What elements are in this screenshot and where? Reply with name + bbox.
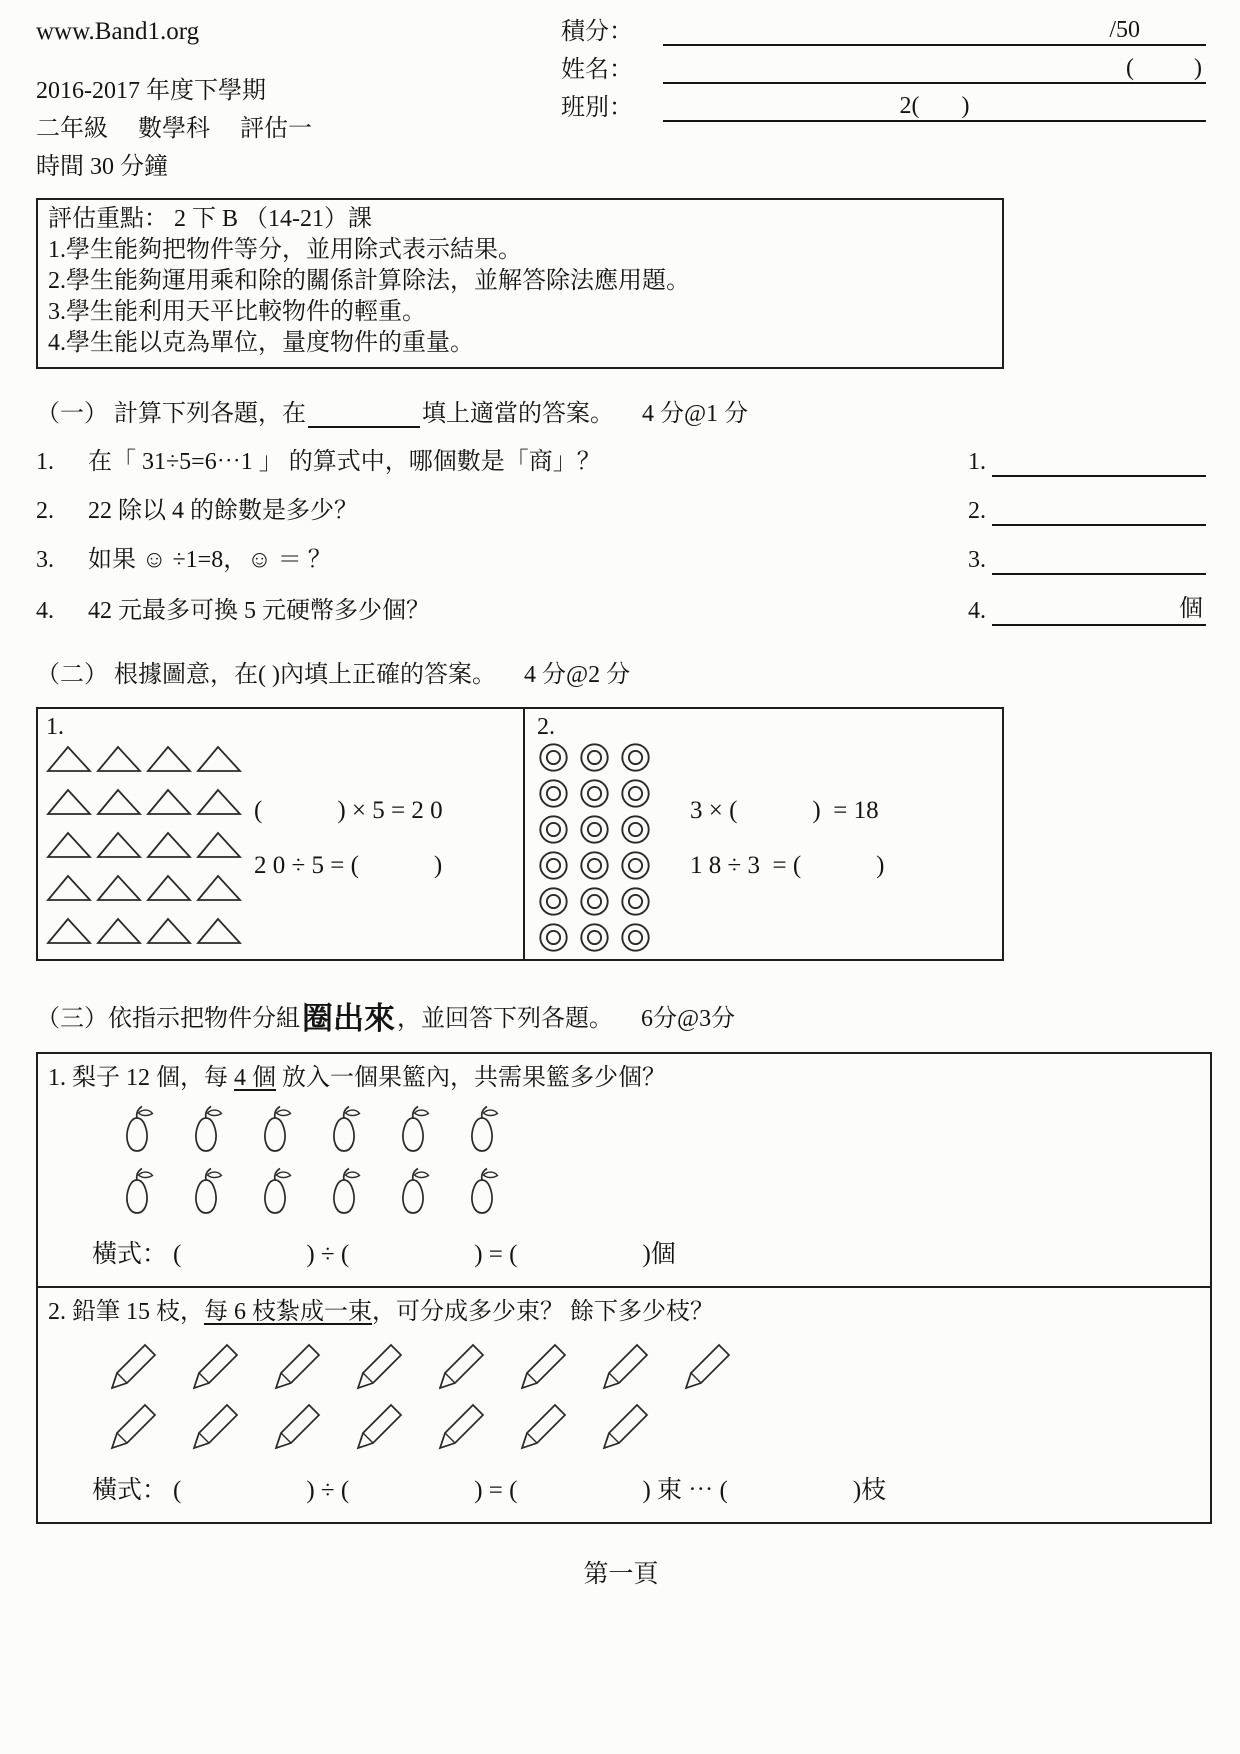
question-text: 如果 ☺ ÷1=8，☺ ＝ ？ (88, 547, 332, 573)
answer-number: 3. (968, 547, 986, 573)
double-circle-icon (578, 849, 611, 882)
pear-icon (461, 1166, 503, 1218)
triangle-icon (46, 873, 92, 903)
section2-heading (36, 654, 1206, 689)
equation-multiply[interactable]: 3 × ( ) = 18 (690, 797, 879, 824)
triangle-icon (46, 787, 92, 817)
pencil-icon (188, 1336, 246, 1394)
double-circle-icon (578, 921, 611, 954)
double-circle-icon (619, 741, 652, 774)
answer-blank[interactable] (992, 500, 1206, 526)
focus-point: 2.學生能夠運用乘和除的關係計算除法，並解答除法應用題。 (48, 268, 690, 294)
panel-body (537, 741, 994, 954)
section1-heading (36, 393, 1206, 428)
pear-icon (323, 1166, 365, 1218)
focus-point: 4.學生能以克為單位，量度物件的重量。 (48, 330, 474, 356)
pencil-icon (680, 1336, 738, 1394)
focus-point: 1.學生能夠把物件等分，並用除式表示結果。 (48, 237, 522, 263)
section3-marks: 6分@3分 (641, 1006, 736, 1032)
class-label: 班別： (561, 95, 633, 121)
problem-text-pre: 1. 梨子 12 個，每 (48, 1065, 234, 1091)
pencil-icon (352, 1396, 410, 1454)
triangle-icon (146, 787, 192, 817)
pear-icon (392, 1104, 434, 1156)
double-circle-icon (537, 885, 570, 918)
double-circle-icon (619, 813, 652, 846)
pear-icon (254, 1166, 296, 1218)
pear-icon (323, 1104, 365, 1156)
name-row (561, 46, 1206, 84)
triangle-icon (96, 916, 142, 946)
answer-suffix: 個 (1176, 594, 1206, 626)
problem-2-text (48, 1296, 1198, 1328)
pear-icon (185, 1104, 227, 1156)
pear-icon (116, 1104, 158, 1156)
triangle-icon (196, 787, 242, 817)
double-circle-icon (537, 741, 570, 774)
pencil-icon (106, 1336, 164, 1394)
pear-icon (254, 1104, 296, 1156)
problem-text-underlined: 4 個 (234, 1065, 276, 1091)
double-circle-icon (537, 813, 570, 846)
pencil-icon (270, 1396, 328, 1454)
triangle-icon (46, 744, 92, 774)
pencil-icon (106, 1396, 164, 1454)
problem-1-text (48, 1062, 1198, 1094)
header-left (36, 72, 561, 186)
triangle-icon (96, 830, 142, 860)
equations (254, 797, 443, 946)
pencil-grid (106, 1336, 776, 1454)
section1-marks: 4 分@1 分 (642, 401, 749, 427)
pencil-icon (188, 1396, 246, 1454)
section2-heading-text: （二） 根據圖意，在( )內填上正確的答案。 (36, 662, 496, 688)
score-label: 積分： (561, 19, 633, 45)
question-row (36, 594, 1206, 626)
score-row (561, 8, 1206, 46)
problem-text-post: ，可分成多少束？ 餘下多少枝？ (372, 1299, 714, 1325)
pear-icon (461, 1104, 503, 1156)
panel-number: 2. (537, 714, 555, 740)
double-circle-icon (537, 777, 570, 810)
double-circle-icon (578, 777, 611, 810)
section3-heading-post: ，並回答下列各題。 (397, 1006, 613, 1032)
pencil-icon (352, 1336, 410, 1394)
header-right (561, 8, 1206, 186)
equation-divide[interactable]: 2 0 ÷ 5 = ( ) (254, 852, 443, 879)
equation-label: 橫式： (92, 1477, 168, 1504)
answer-area (968, 594, 1206, 626)
pear-icon (185, 1166, 227, 1218)
question-text: 在「 31÷5=6⋯1 」 的算式中，哪個數是「商」？ (88, 449, 601, 475)
pencil-icon (434, 1396, 492, 1454)
section3-problems-box (36, 1052, 1212, 1524)
problem-text-pre: 2. 鉛筆 15 枝， (48, 1299, 204, 1325)
problem-2 (38, 1288, 1210, 1522)
problem-text-post: 放入一個果籃內，共需果籃多少個？ (276, 1065, 666, 1091)
triangle-icon (46, 916, 92, 946)
pear-icon (116, 1166, 158, 1218)
problem-1 (38, 1054, 1210, 1288)
question-row (36, 496, 1206, 526)
section1-heading-blank (308, 403, 420, 428)
name-blank[interactable] (663, 46, 1206, 84)
answer-number: 2. (968, 498, 986, 524)
site-url: www.Band1.org (36, 18, 200, 45)
class-blank[interactable] (663, 84, 1206, 122)
double-circle-icon (537, 921, 570, 954)
horizontal-equation[interactable]: ( ) ÷ ( ) = ( ) 束 ⋯ ( )枝 (173, 1477, 887, 1504)
name-parens: ( ) (1126, 55, 1202, 81)
focus-point: 3.學生能利用天平比較物件的輕重。 (48, 299, 426, 325)
class-row (561, 84, 1206, 122)
problem-text-underlined: 每 6 枝紮成一束 (204, 1299, 372, 1325)
pencil-icon (270, 1336, 328, 1394)
triangle-icon (96, 744, 142, 774)
equation-divide[interactable]: 1 8 ÷ 3 = ( ) (690, 852, 885, 879)
triangle-icon (96, 787, 142, 817)
section3-heading (36, 993, 1206, 1038)
answer-blank[interactable] (992, 600, 1176, 626)
focus-title: 評估重點： 2 下 B （14-21）課 (48, 206, 372, 232)
pencil-icon (516, 1336, 574, 1394)
panel-circles (525, 709, 1002, 959)
name-label: 姓名： (561, 57, 633, 83)
equation-multiply[interactable]: ( ) × 5 = 2 0 (254, 797, 443, 824)
double-circle-icon (619, 777, 652, 810)
pencil-icon (434, 1336, 492, 1394)
answer-number: 1. (968, 449, 986, 475)
score-total: /50 (1109, 17, 1140, 43)
section3-heading-pre: （三）依指示把物件分組 (36, 1006, 300, 1032)
triangle-grid (46, 744, 246, 946)
panel-body (46, 741, 515, 946)
triangle-icon (196, 873, 242, 903)
answer-blank[interactable] (992, 451, 1206, 477)
score-blank[interactable] (663, 8, 1206, 46)
question-row (36, 545, 1206, 575)
section1-heading-post: 填上適當的答案。 (422, 401, 614, 427)
triangle-icon (146, 830, 192, 860)
answer-area (968, 496, 1206, 526)
subject-line: 二年級 數學科 評估一 (36, 116, 312, 142)
answer-blank[interactable] (992, 549, 1206, 575)
triangle-icon (146, 873, 192, 903)
panel-number: 1. (46, 714, 64, 740)
double-circle-icon (578, 813, 611, 846)
answer-number: 4. (968, 598, 986, 624)
class-value: 2( ) (899, 93, 970, 119)
question-number: 4. (36, 598, 54, 624)
term-line: 2016-2017 年度下學期 (36, 78, 266, 104)
section2-figure-box (36, 707, 1004, 961)
double-circle-icon (578, 741, 611, 774)
question-text: 42 元最多可換 5 元硬幣多少個？ (88, 598, 430, 624)
triangle-icon (46, 830, 92, 860)
question-number: 2. (36, 498, 54, 524)
triangle-icon (146, 744, 192, 774)
double-circle-icon (619, 849, 652, 882)
pencil-icon (516, 1396, 574, 1454)
double-circle-icon (619, 885, 652, 918)
question-text: 22 除以 4 的餘數是多少？ (88, 498, 358, 524)
triangle-icon (196, 916, 242, 946)
page-number: 第一頁 (583, 1561, 659, 1588)
triangle-icon (196, 830, 242, 860)
horizontal-equation[interactable]: ( ) ÷ ( ) = ( )個 (173, 1241, 676, 1268)
double-circle-icon (537, 849, 570, 882)
equations (690, 797, 884, 954)
circle-grid (537, 741, 660, 954)
section1-heading-pre: （一） 計算下列各題，在 (36, 401, 306, 427)
answer-area (968, 447, 1206, 477)
panel-triangles (38, 709, 525, 959)
pencil-icon (598, 1336, 656, 1394)
section2-marks: 4 分@2 分 (523, 662, 631, 688)
pencil-icon (598, 1396, 656, 1454)
equation-line (92, 1234, 1198, 1270)
pear-icon (392, 1166, 434, 1218)
answer-area (968, 545, 1206, 575)
time-line: 時間 30 分鐘 (36, 154, 168, 180)
question-number: 3. (36, 547, 54, 573)
question-number: 1. (36, 449, 54, 475)
triangle-icon (96, 873, 142, 903)
triangle-icon (196, 744, 242, 774)
double-circle-icon (619, 921, 652, 954)
double-circle-icon (578, 885, 611, 918)
equation-label: 橫式： (92, 1241, 168, 1268)
equation-line (92, 1470, 1198, 1506)
pear-grid (116, 1104, 536, 1218)
triangle-icon (146, 916, 192, 946)
question-row (36, 447, 1206, 477)
assessment-focus-box (36, 198, 1004, 369)
section3-heading-bold: 圈出來 (302, 1001, 395, 1036)
